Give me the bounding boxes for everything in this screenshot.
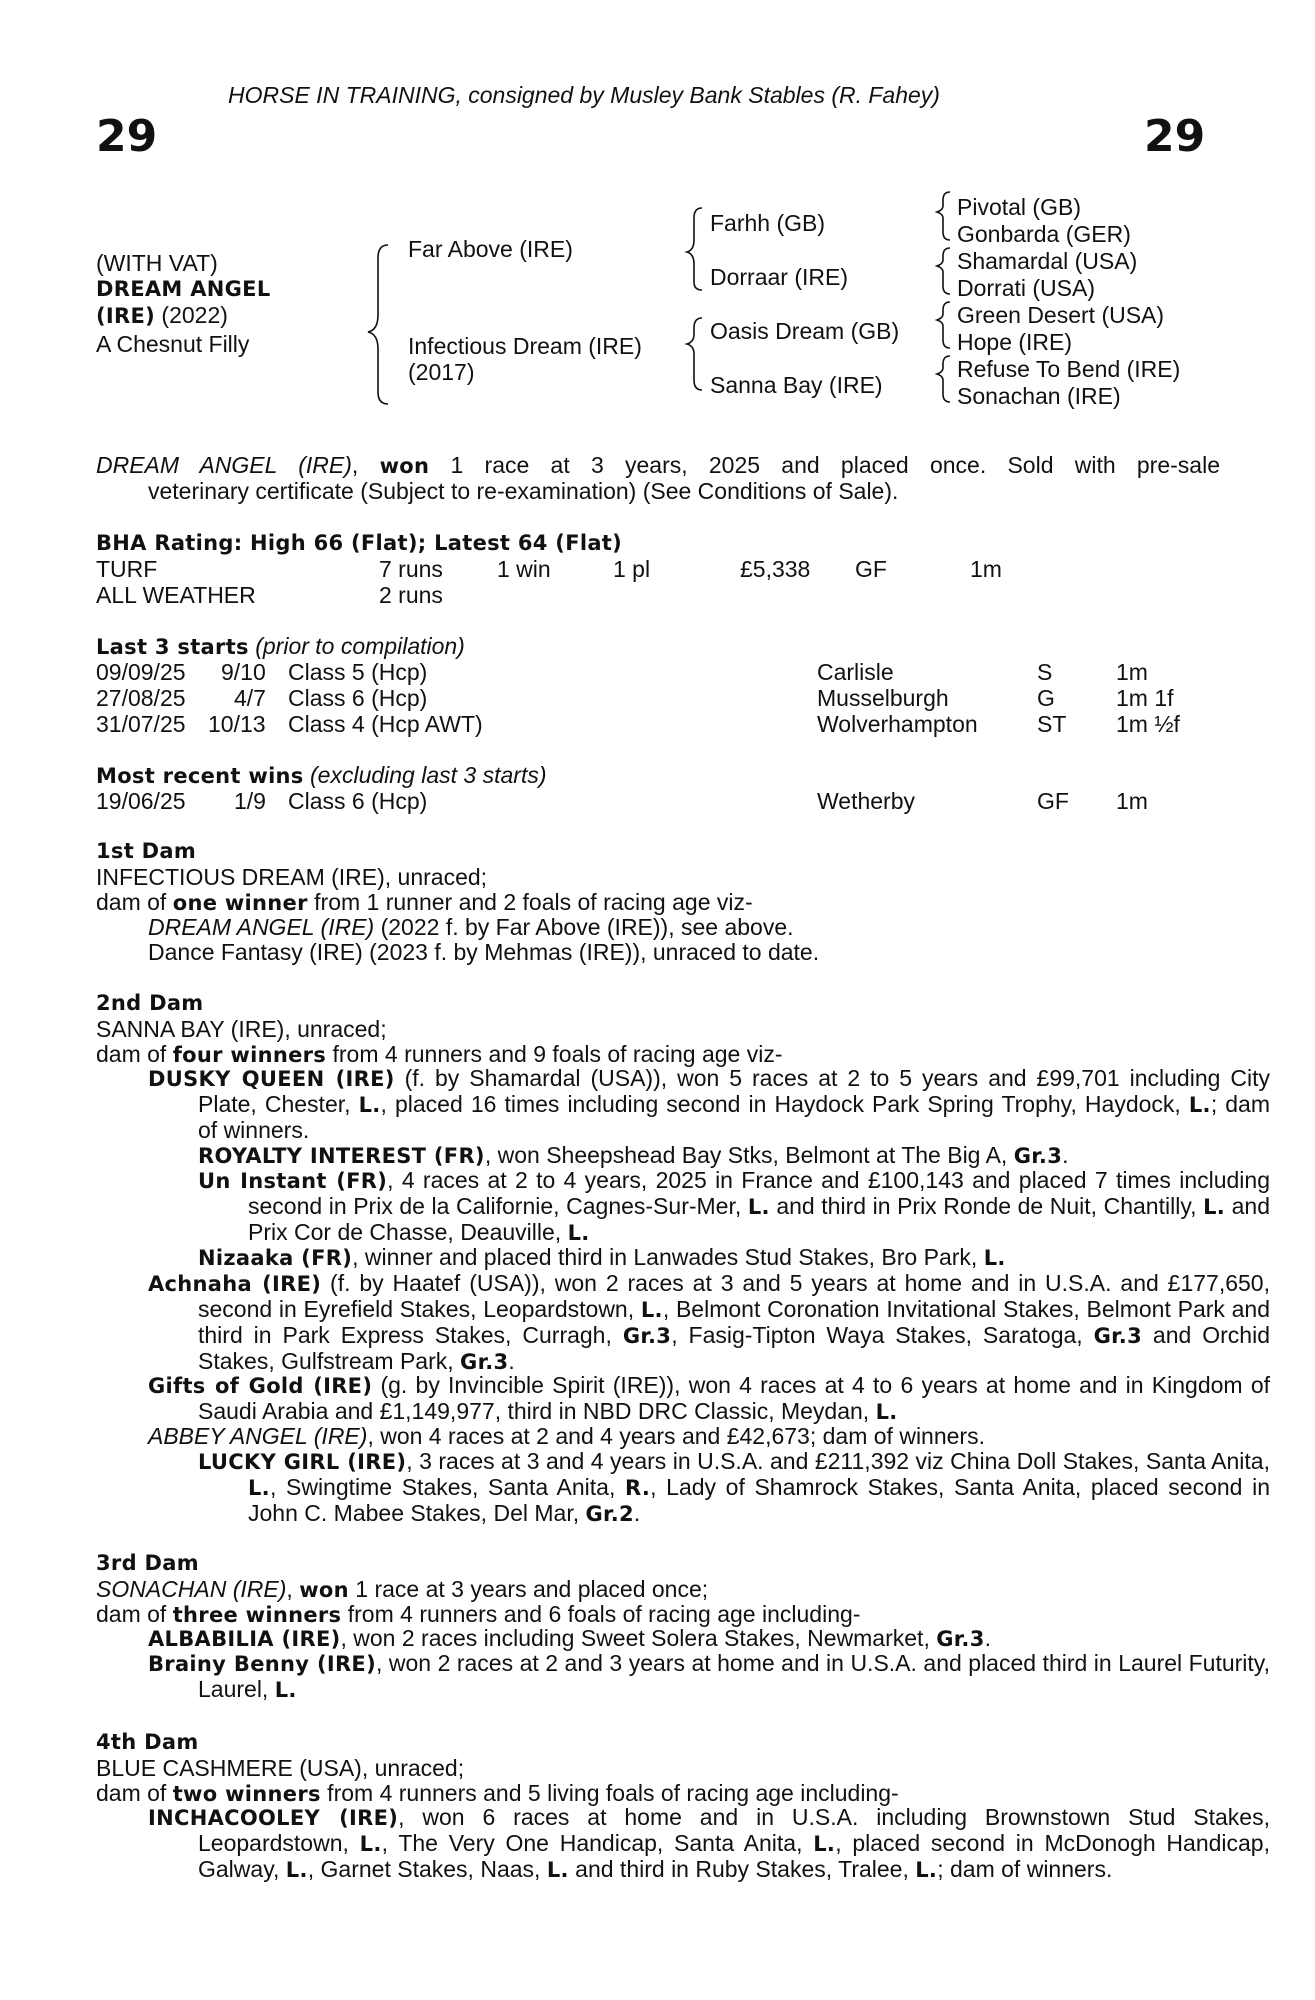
listed-mark: L. (915, 1858, 938, 1882)
course: Musselburgh (817, 685, 949, 711)
course: Wetherby (817, 788, 916, 814)
dam3-won: won (299, 1578, 349, 1602)
entry-name: INCHACOOLEY (IRE) (148, 1806, 399, 1830)
position: 4/7 (234, 685, 266, 711)
entry-text: . (984, 1625, 992, 1651)
dam3-text: dam of (96, 1601, 173, 1627)
distance: 1m (1116, 788, 1148, 814)
lucky-girl-entry (198, 1449, 1270, 1527)
entry-text: (f. by Shamardal (USA)), won 5 races at 2 to 5 years and £99,701 including City Plate, Chester, (198, 1065, 1270, 1117)
dam2-text: from 4 runners and 9 foals of racing age viz- (326, 1041, 783, 1067)
entry-text: ; dam of winners. (937, 1856, 1113, 1882)
entry-text: , The Very One Handicap, Santa Anita, (381, 1830, 814, 1856)
entry-text: , Garnet Stakes, Naas, (307, 1856, 547, 1882)
distance: 1m ½f (1116, 711, 1180, 737)
entry-name: ROYALTY INTEREST (FR) (198, 1144, 485, 1168)
entry-text: . (508, 1348, 515, 1374)
horse-country: (IRE) (96, 304, 156, 328)
dam2-text: dam of (96, 1041, 173, 1067)
listed-mark: L. (358, 1093, 381, 1117)
recent-heading-line (96, 762, 547, 789)
listed-mark: L. (813, 1832, 836, 1856)
entry-text: and Prix Cor de Chasse, Deauville, (248, 1193, 1270, 1245)
entry-text: , 4 races at 2 to 4 years, 2025 in France and £100,143 and placed 7 times including second in Prix de la Californie, Cagnes-Sur-Mer, (248, 1167, 1270, 1219)
dds: Refuse To Bend (IRE) (957, 356, 1181, 382)
dam3-name: SONACHAN (IRE) (96, 1576, 287, 1602)
surface: ALL WEATHER (96, 582, 256, 608)
entry-text: , placed second in McDonogh Handicap, Galway, (198, 1830, 1270, 1882)
distance: 1m (970, 556, 1002, 582)
dam2-line2 (96, 1041, 783, 1068)
entry-text: , won 2 races at 2 and 3 years at home and in U.S.A. and placed third in Laurel Futurity, Laurel, (198, 1650, 1270, 1702)
lot-number-left: 29 (96, 111, 158, 162)
rating-heading: BHA Rating: High 66 (Flat); Latest 64 (Flat) (96, 531, 623, 555)
dam1-text: from 1 runner and 2 foals of racing age viz- (307, 889, 753, 915)
horse-year: (2022) (155, 302, 228, 328)
dam3-winners: three winners (172, 1603, 342, 1627)
dam: Infectious Dream (IRE) (408, 333, 642, 359)
group-mark: Gr.3 (622, 1324, 672, 1348)
listed-mark: L. (567, 1221, 590, 1245)
dam3-text: , (286, 1576, 300, 1602)
entry-text: , won 2 races including Sweet Solera Stakes, Newmarket, (340, 1625, 937, 1651)
abbey-angel-entry (148, 1424, 1220, 1450)
date: 09/09/25 (96, 659, 186, 685)
last3-heading-line (96, 633, 465, 660)
going: ST (1037, 711, 1067, 737)
entry-text: (f. by Haatef (USA)), won 2 races at 3 and 5 years at home and in U.S.A. and £177,650, second in Eyrefield Stakes, Leopardstown, (198, 1270, 1270, 1322)
surface: TURF (96, 556, 158, 582)
entry-text: , 3 races at 3 and 4 years in U.S.A. and £211,392 viz China Doll Stakes, Santa Anita, (406, 1448, 1270, 1474)
wins: 1 win (497, 556, 551, 582)
listed-mark: L. (248, 1476, 270, 1500)
entry-name: Nizaaka (FR) (198, 1246, 353, 1270)
dam4-heading: 4th Dam (96, 1730, 199, 1754)
entry-name: LUCKY GIRL (IRE) (198, 1450, 407, 1474)
entry-text: , Fasig-Tipton Waya Stakes, Saratoga, (671, 1322, 1094, 1348)
dam2-heading: 2nd Dam (96, 991, 204, 1015)
dam1-text: dam of (96, 889, 173, 915)
horse-name: DREAM ANGEL (96, 277, 271, 301)
restricted-mark: R. (624, 1476, 651, 1500)
listed-mark: L. (1203, 1195, 1226, 1219)
albabilia-entry (148, 1626, 1220, 1652)
dam1-line2 (96, 889, 753, 916)
recent-row (0, 788, 1315, 814)
date: 27/08/25 (96, 685, 186, 711)
dusky-queen-entry (148, 1066, 1270, 1144)
listed-mark: L. (875, 1400, 898, 1424)
group-mark: Gr.3 (460, 1350, 509, 1374)
offspring-text: (2022 f. by Far Above (IRE)), see above. (374, 914, 794, 940)
class: Class 6 (Hcp) (288, 685, 428, 711)
distance: 1m 1f (1116, 685, 1174, 711)
going: G (1037, 685, 1055, 711)
achnaha-entry (148, 1271, 1270, 1375)
entry-name: ALBABILIA (IRE) (148, 1627, 341, 1651)
dam4-winners: two winners (172, 1782, 321, 1806)
position: 9/10 (221, 659, 266, 685)
entry-text: . (633, 1500, 641, 1526)
entry-text: and third in Ruby Stakes, Tralee, (568, 1856, 916, 1882)
summary-won: won (379, 454, 430, 478)
dam3-heading: 3rd Dam (96, 1551, 199, 1575)
entry-text: , Swingtime Stakes, Santa Anita, (269, 1474, 625, 1500)
placed: 1 pl (613, 556, 651, 582)
dam4-line2 (96, 1780, 899, 1807)
going: GF (1037, 788, 1069, 814)
runs: 7 runs (379, 556, 443, 582)
dam-sire: Oasis Dream (GB) (710, 318, 900, 344)
entry-name: Gifts of Gold (IRE) (148, 1374, 373, 1398)
dam1-offspring-1 (148, 914, 794, 940)
last3-row (0, 659, 1315, 685)
group-mark: Gr.3 (936, 1627, 985, 1651)
group-mark: Gr.2 (585, 1502, 634, 1526)
ssd: Gonbarda (GER) (957, 221, 1131, 247)
listed-mark: L. (274, 1678, 297, 1702)
vat-note: (WITH VAT) (96, 250, 218, 276)
dam4-line1: BLUE CASHMERE (USA), unraced; (96, 1755, 465, 1781)
class: Class 5 (Hcp) (288, 659, 428, 685)
rating-row-turf (0, 556, 1315, 582)
listed-mark: L. (1188, 1093, 1211, 1117)
date: 19/06/25 (96, 788, 186, 814)
group-mark: Gr.3 (1093, 1324, 1142, 1348)
brainy-benny-entry (148, 1651, 1270, 1703)
listed-mark: L. (640, 1298, 663, 1322)
listed-mark: L. (747, 1195, 770, 1219)
entry-text: . (1062, 1142, 1069, 1168)
inchacooley-entry (148, 1805, 1270, 1883)
entry-name: Achnaha (IRE) (148, 1272, 322, 1296)
un-instant-entry (198, 1168, 1270, 1246)
course: Wolverhampton (817, 711, 978, 737)
listed-mark: L. (983, 1246, 1006, 1270)
entry-text: , Lady of Shamrock Stakes, Santa Anita, placed second in John C. Mabee Stakes, Del Mar, (248, 1474, 1270, 1526)
entry-text: , won 4 races at 2 and 4 years and £42,673; dam of winners. (367, 1423, 985, 1449)
gifts-of-gold-entry (148, 1373, 1270, 1425)
entry-text: , won 6 races at home and in U.S.A. including Brownstown Stud Stakes, Leopardstown, (198, 1804, 1270, 1856)
dss: Green Desert (USA) (957, 302, 1165, 328)
last3-row (0, 685, 1315, 711)
dam4-text: dam of (96, 1780, 173, 1806)
going: S (1037, 659, 1053, 685)
entry-text: , won Sheepshead Bay Stks, Belmont at The Big A, (484, 1142, 1014, 1168)
course: Carlisle (817, 659, 894, 685)
class: Class 4 (Hcp AWT) (288, 711, 483, 737)
summary (96, 453, 1220, 505)
entry-text: (g. by Invincible Spirit (IRE)), won 4 races at 4 to 6 years at home and in Kingdom of Saudi Arabia and £1,149,977, third in NBD DRC Classic, Meydan, (198, 1372, 1270, 1424)
date: 31/07/25 (96, 711, 186, 737)
entry-text: , winner and placed third in Lanwades Stud Stakes, Bro Park, (352, 1244, 984, 1270)
dam2-winners: four winners (172, 1043, 327, 1067)
dam2-line1: SANNA BAY (IRE), unraced; (96, 1016, 387, 1042)
sire-sire: Farhh (GB) (710, 210, 826, 236)
dam1-heading: 1st Dam (96, 839, 197, 863)
runs: 2 runs (379, 582, 443, 608)
dsd: Hope (IRE) (957, 329, 1073, 355)
entry-text: and Orchid Stakes, Gulfstream Park, (198, 1322, 1270, 1374)
last3-heading: Last 3 starts (96, 635, 249, 659)
summary-text-2: veterinary certificate (Subject to re-examination) (See Conditions of Sale). (148, 478, 899, 504)
entry-name: Un Instant (FR) (198, 1169, 388, 1193)
dam3-text: from 4 runners and 6 foals of racing age including- (341, 1601, 861, 1627)
dam-dam: Sanna Bay (IRE) (710, 372, 883, 398)
sire: Far Above (IRE) (408, 236, 573, 262)
lot-number-right: 29 (1144, 111, 1206, 162)
group-mark: Gr.3 (1013, 1144, 1063, 1168)
recent-note: (excluding last 3 starts) (303, 762, 547, 788)
horse-description: A Chesnut Filly (96, 331, 250, 357)
dam3-text: 1 race at 3 years and placed once; (348, 1576, 709, 1602)
summary-name: DREAM ANGEL (IRE) (96, 452, 352, 478)
entry-name: ABBEY ANGEL (IRE) (148, 1423, 368, 1449)
nizaaka-entry (198, 1245, 1220, 1271)
dam4-text: from 4 runners and 5 living foals of racing age including- (320, 1780, 899, 1806)
prize: £5,338 (740, 556, 811, 582)
entry-text: , placed 16 times including second in Haydock Park Spring Trophy, Haydock, (380, 1091, 1189, 1117)
page-header: HORSE IN TRAINING, consigned by Musley Bank Stables (R. Fahey) (228, 82, 940, 108)
sire-dam: Dorraar (IRE) (710, 264, 849, 290)
entry-text: and third in Prix Ronde de Nuit, Chantilly, (769, 1193, 1204, 1219)
sdd: Dorrati (USA) (957, 275, 1096, 301)
offspring-name: DREAM ANGEL (IRE) (148, 914, 375, 940)
dam3-line1 (96, 1576, 708, 1603)
last3-note: (prior to compilation) (248, 633, 465, 659)
going: GF (855, 556, 887, 582)
summary-sep: , (351, 452, 380, 478)
royalty-interest-entry (198, 1143, 1220, 1169)
summary-text: 1 race at 3 years, 2025 and placed once. Sold with pre-sale (429, 452, 1220, 478)
position: 1/9 (234, 788, 266, 814)
dam1-offspring-2: Dance Fantasy (IRE) (2023 f. by Mehmas (IRE)), unraced to date. (148, 939, 820, 965)
sds: Shamardal (USA) (957, 248, 1138, 274)
ddd: Sonachan (IRE) (957, 383, 1121, 409)
dam-year: (2017) (408, 359, 475, 385)
listed-mark: L. (285, 1858, 308, 1882)
listed-mark: L. (359, 1832, 382, 1856)
last3-row (0, 711, 1315, 737)
dam3-line2 (96, 1601, 860, 1628)
distance: 1m (1116, 659, 1148, 685)
entry-name: Brainy Benny (IRE) (148, 1652, 376, 1676)
entry-text: ; dam of winners. (198, 1091, 1270, 1143)
position: 10/13 (208, 711, 266, 737)
listed-mark: L. (546, 1858, 569, 1882)
recent-heading: Most recent wins (96, 764, 304, 788)
entry-name: DUSKY QUEEN (IRE) (148, 1067, 395, 1091)
sss: Pivotal (GB) (957, 194, 1081, 220)
entry-text: , Belmont Coronation Invitational Stakes, Belmont Park and third in Park Express Stakes, Curragh, (198, 1296, 1271, 1348)
class: Class 6 (Hcp) (288, 788, 428, 814)
dam1-winners: one winner (172, 891, 308, 915)
dam1-line1: INFECTIOUS DREAM (IRE), unraced; (96, 864, 488, 890)
rating-row-aw (0, 582, 1315, 608)
